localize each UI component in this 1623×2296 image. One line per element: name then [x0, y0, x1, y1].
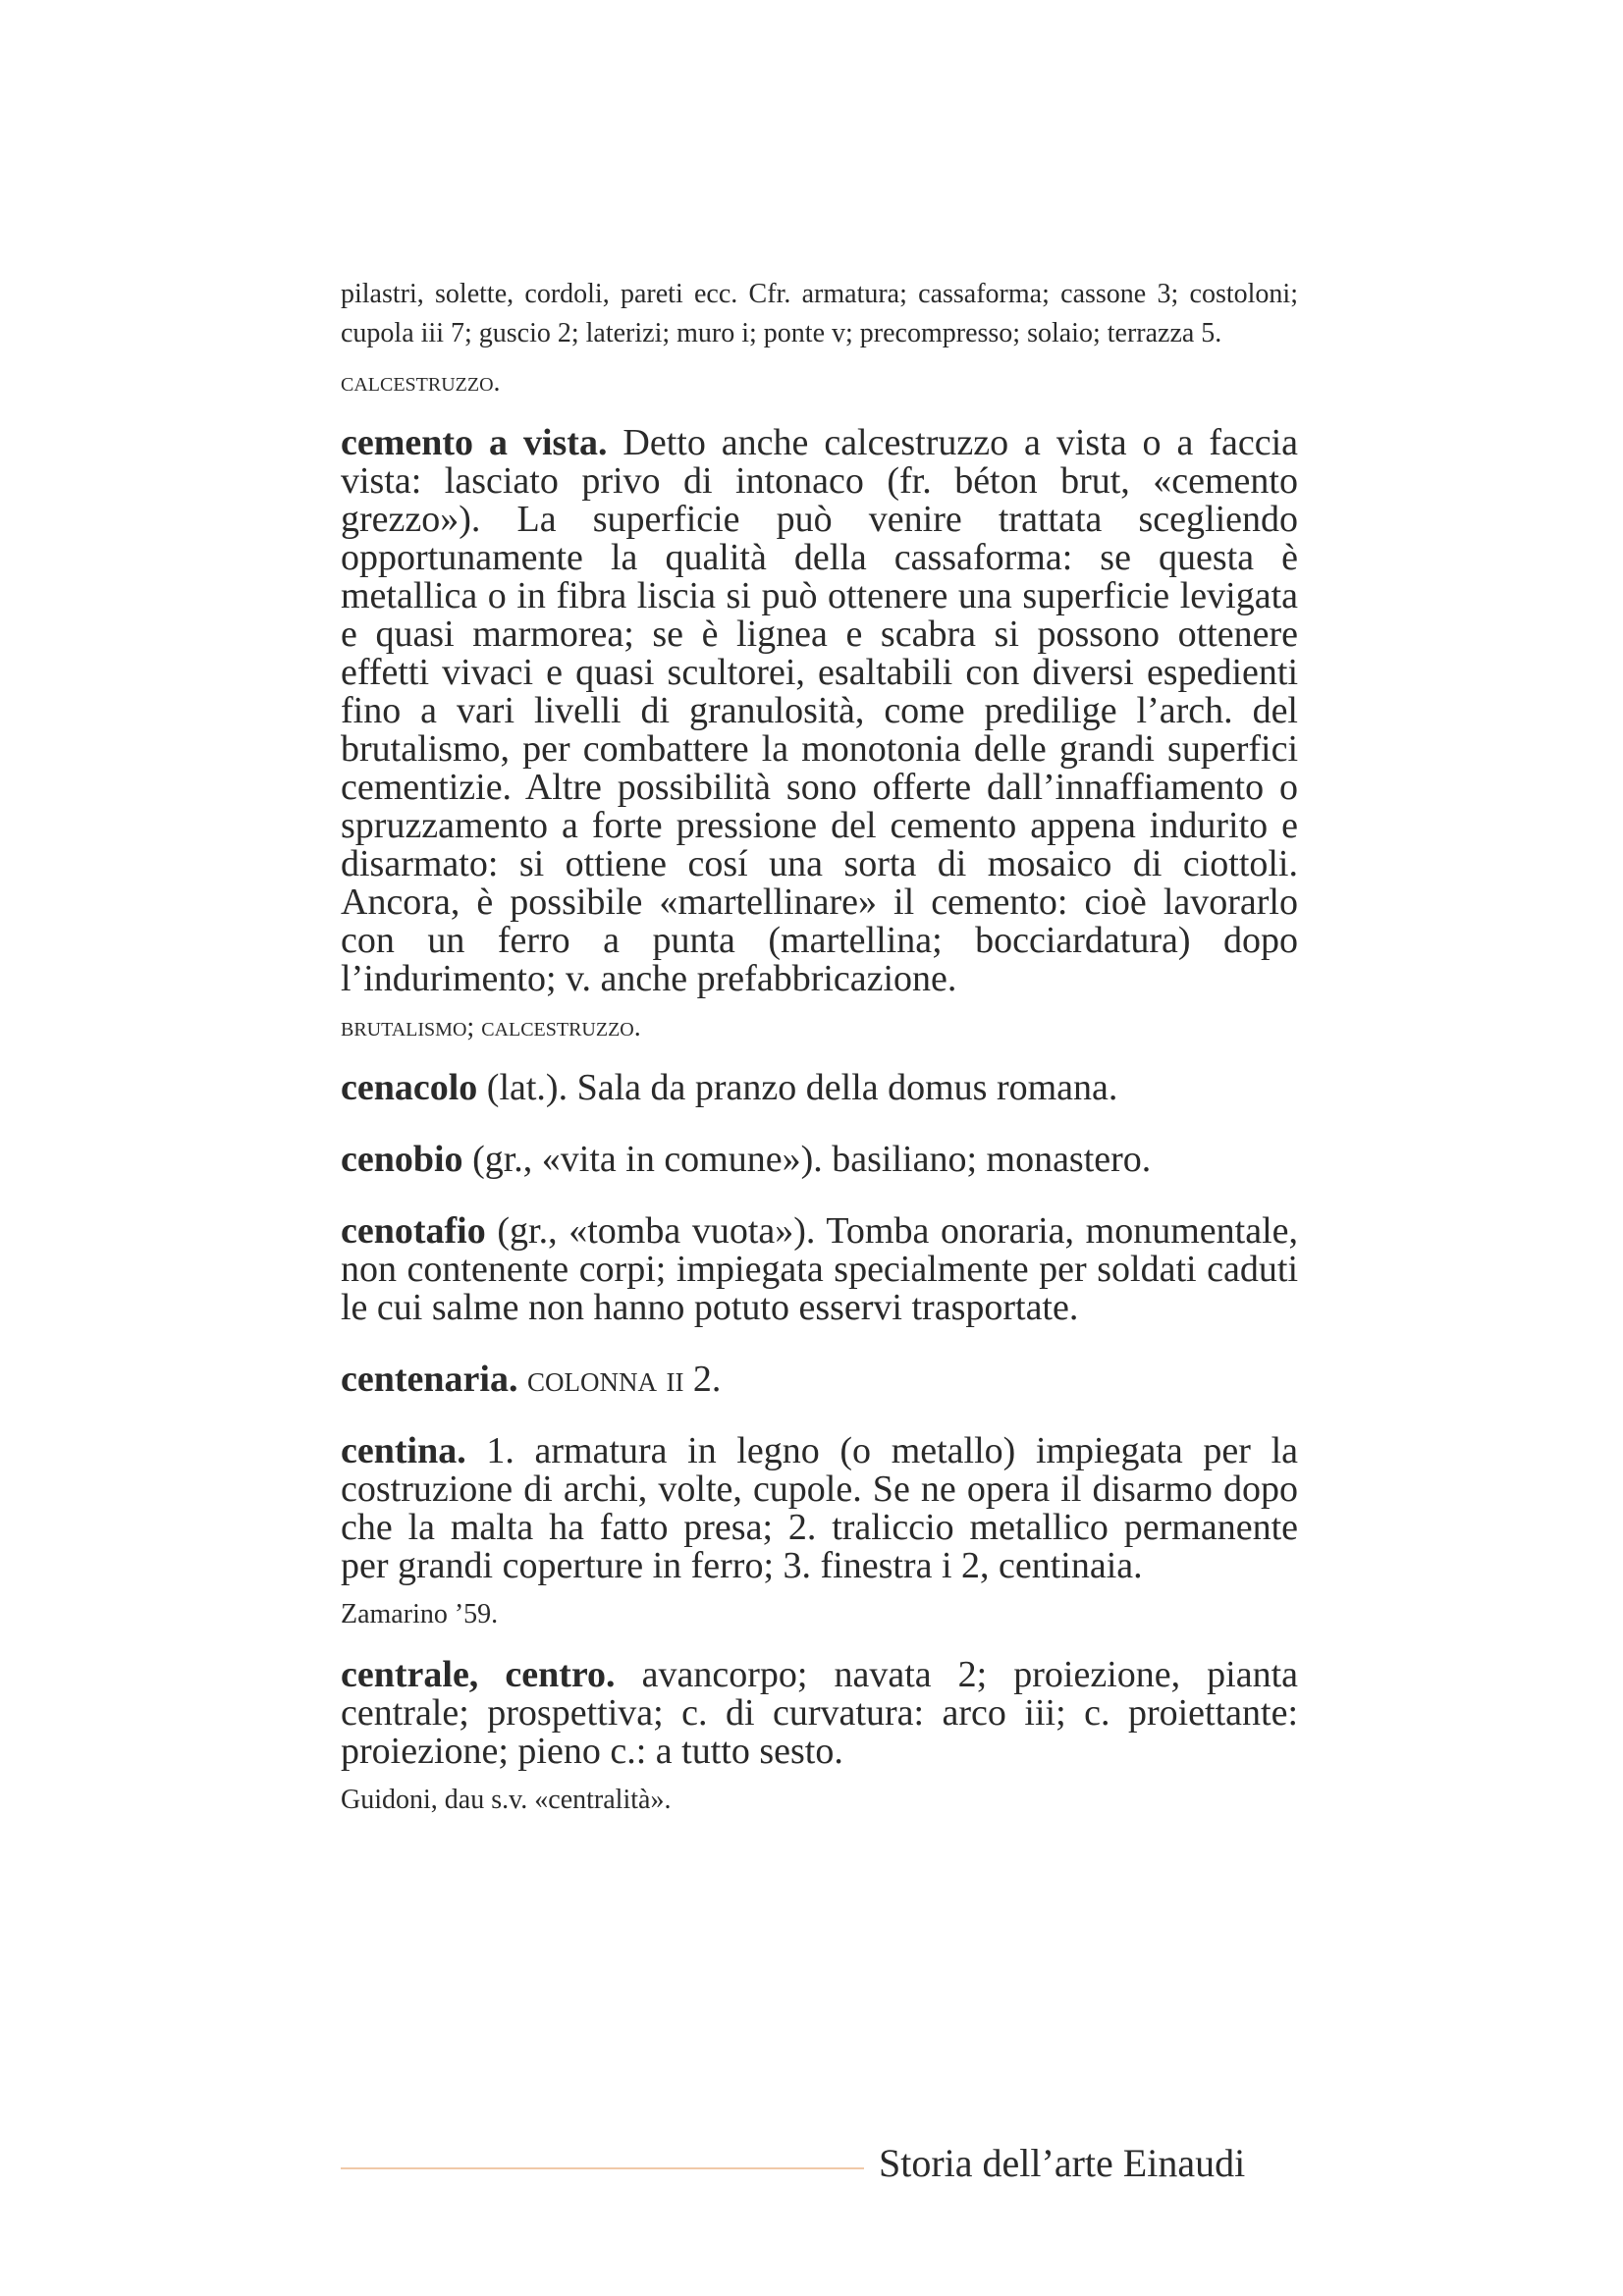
footer-divider [341, 2167, 864, 2169]
entry-body: (gr., «vita in comune»). basiliano; monastero. [472, 1139, 1152, 1180]
continuation-ref: calcestruzzo. [341, 367, 501, 398]
entry-cenacolo [341, 1069, 1298, 1107]
entry-reference: Zamarino ’59. [341, 1599, 499, 1629]
entry-body: avancorpo; navata 2; proiezione, pianta centrale; prospettiva; c. di curvatura: arco iii; c. proiettante: proiezione; pieno c.: a tutto sesto. [341, 1654, 1299, 1772]
entry-headword: centenaria. [341, 1359, 518, 1400]
entry-centrale-centro [341, 1656, 1298, 1771]
entry-cenotafio [341, 1212, 1298, 1327]
entry-body: colonna ii 2. [526, 1359, 722, 1400]
entry-headword: centina. [341, 1430, 466, 1471]
spacer [341, 1339, 1298, 1361]
spacer [341, 1191, 1298, 1212]
dictionary-page [341, 275, 1298, 1842]
entry-headword: centrale, centro. [341, 1654, 616, 1695]
entry-cenobio [341, 1141, 1298, 1179]
entry-centenaria [341, 1361, 1298, 1399]
entry-reference: brutalismo; calcestruzzo. [341, 1012, 641, 1042]
entry-centina [341, 1432, 1298, 1585]
entry-body: (lat.). Sala da pranzo della domus romana. [486, 1067, 1118, 1108]
entry-body: 1. armatura in legno (o metallo) impiegata per la costruzione di archi, volte, cupole. Se ne opera il disarmo dopo che la malta ha fatto presa; 2. traliccio metallico permanente per grandi coperture in ferro; 3. finestra i 2, centinaia. [341, 1430, 1298, 1586]
spacer [341, 1411, 1298, 1432]
entry-headword: cenacolo [341, 1067, 478, 1108]
entry-body: Detto anche calcestruzzo a vista o a faccia vista: lasciato privo di intonaco (fr. béton brut, «cemento grezzo»). La superficie può venire trattata scegliendo opportunamente la qualità della cassaforma: se questa è metallica o in fibra liscia si può ottenere una superficie levigata e quasi marmorea; se è lignea e scabra si possono ottenere effetti vivaci e quasi scultorei, esaltabili con diversi espedienti fino a vari livelli di granulosità, come predilige l’arch. del brutalismo, per combattere la monotonia delle grandi superfici cementizie. Altre possibilità sono offerte dall’innaffiamento o spruzzamento a forte pressione del cemento appena indurito e disarmato: si ottiene cosí una sorta di mosaico di ciottoli. Ancora, è possibile «martellinare» il cemento: cioè lavorarlo con un ferro a punta (martellina; bocciardatura) dopo l’indurimento; v. anche prefabbricazione. [341, 422, 1299, 999]
footer-publisher: Storia dell’arte Einaudi [879, 2141, 1246, 2185]
entry-reference: Guidoni, dau s.v. «centralità». [341, 1785, 672, 1815]
entry-headword: cemento a vista. [341, 422, 608, 463]
entry-headword: cenobio [341, 1139, 463, 1180]
entry-cemento-a-vista [341, 424, 1298, 998]
entry-headword: cenotafio [341, 1210, 486, 1252]
continuation-text: pilastri, solette, cordoli, pareti ecc. Cfr. armatura; cassaforma; cassone 3; costoloni; cupola iii 7; guscio 2; laterizi; muro i; ponte v; precompresso; solaio; terrazza 5. [341, 279, 1298, 348]
spacer [341, 1119, 1298, 1141]
entry-body: (gr., «tomba vuota»). Tomba onoraria, monumentale, non contenente corpi; impiegata specialmente per soldati caduti le cui salme non hanno potuto esservi trasportate. [341, 1210, 1299, 1328]
